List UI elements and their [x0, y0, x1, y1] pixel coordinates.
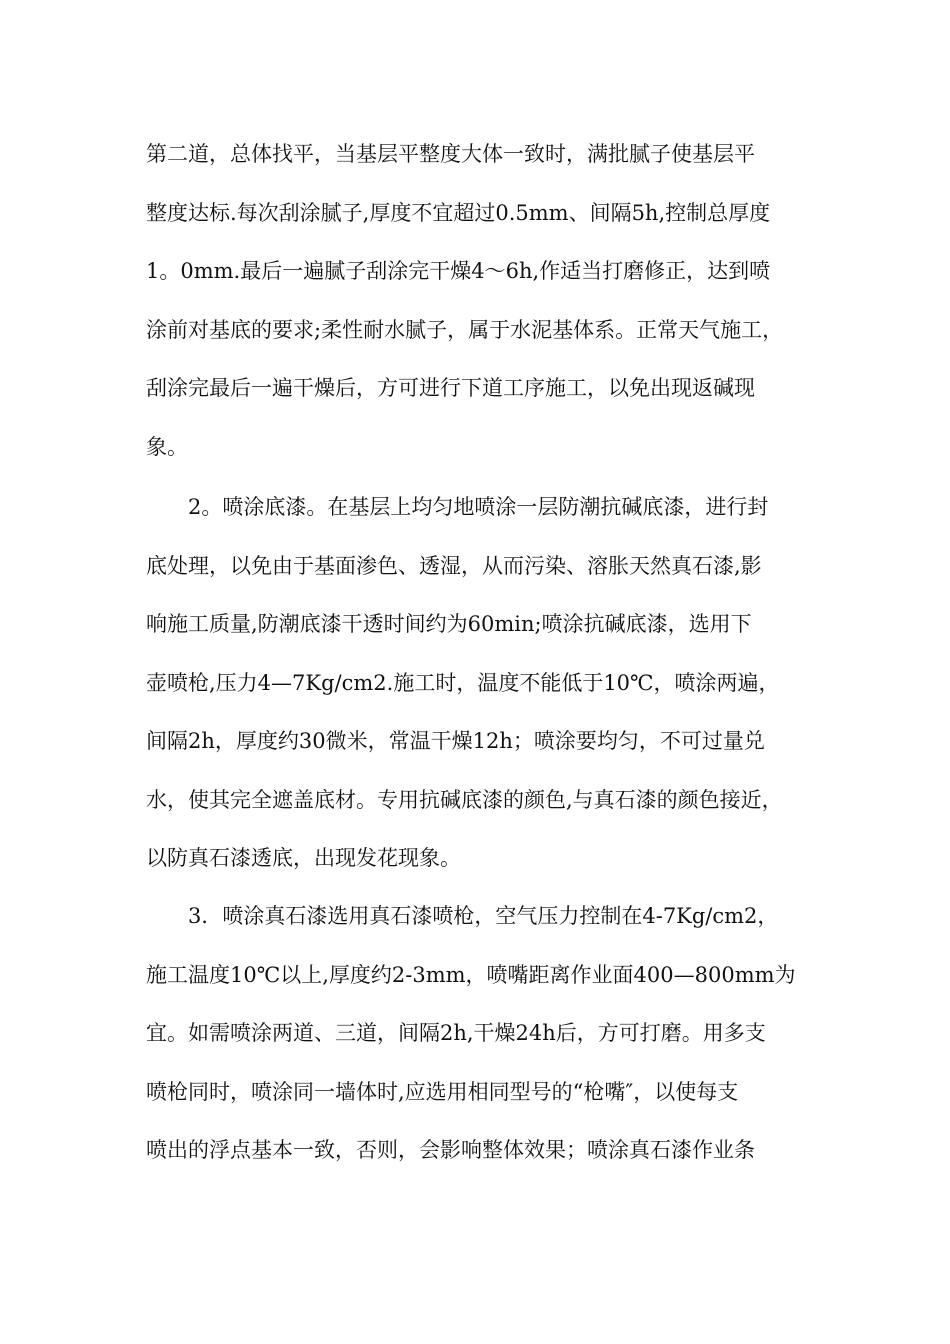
- text-line: 涂前对基底的要求;柔性耐水腻子，属于水泥基体系。正常天气施工，: [146, 317, 784, 342]
- text-line: 1。0mm.最后一遍腻子刮涂完干燥4～6h,作适当打磨修正，达到喷: [146, 259, 771, 283]
- text-line: 宜。如需喷涂两道、三道，间隔2h,干燥24h后，方可打磨。用多支: [146, 1021, 766, 1045]
- text-line: 水，使其完全遮盖底材。专用抗碱底漆的颜色,与真石漆的颜色接近，: [146, 787, 783, 812]
- text-line: 喷枪同时，喷涂同一墙体时,应选用相同型号的“枪嘴″，以使每支: [146, 1079, 739, 1104]
- text-line: 间隔2h，厚度约30微米，常温干燥12h；喷涂要均匀，不可过量兑: [146, 729, 765, 753]
- paragraph-putty-leveling: [146, 125, 826, 476]
- text-line: 响施工质量,防潮底漆干透时间约为60min;喷涂抗碱底漆，选用下: [146, 612, 752, 636]
- text-line: 3．喷涂真石漆选用真石漆喷枪，空气压力控制在4-7Kg/cm2，: [188, 904, 779, 928]
- paragraph-primer-spraying: [146, 478, 826, 888]
- text-line: 壶喷枪,压力4—7Kg/cm2.施工时，温度不能低于10℃，喷涂两遍，: [146, 670, 780, 695]
- text-line: 整度达标.每次刮涂腻子,厚度不宜超过0.5mm、间隔5h,控制总厚度: [146, 200, 771, 225]
- text-line: 喷出的浮点基本一致，否则，会影响整体效果；喷涂真石漆作业条: [146, 1138, 755, 1162]
- text-line: 第二道，总体找平，当基层平整度大体一致时，满批腻子使基层平: [146, 142, 755, 166]
- text-line: 施工温度10℃以上,厚度约2-3mm，喷嘴距离作业面400—800mm为: [146, 962, 796, 987]
- text-line: 象。: [146, 434, 188, 459]
- paragraph-stone-paint-spraying: [146, 887, 826, 1180]
- text-line: 刮涂完最后一遍干燥后，方可进行下道工序施工，以免出现返碱现: [146, 376, 755, 400]
- text-line: 以防真石漆透底，出现发花现象。: [146, 846, 461, 870]
- text-line: 2。喷涂底漆。在基层上均匀地喷涂一层防潮抗碱底漆，进行封: [188, 495, 769, 519]
- text-line: 底处理，以免由于基面渗色、透湿，从而污染、溶胀天然真石漆,影: [146, 553, 762, 578]
